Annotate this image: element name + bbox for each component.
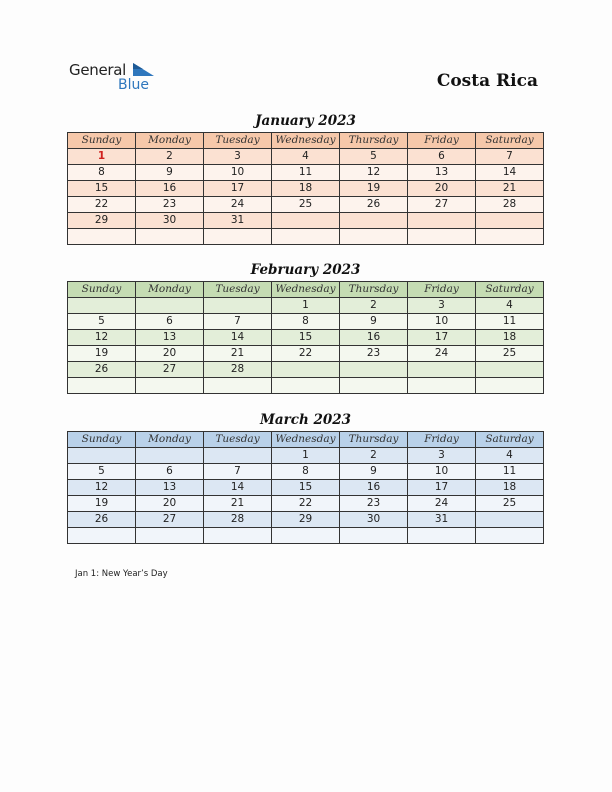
- day-cell: 23: [340, 496, 408, 512]
- day-cell: 24: [204, 197, 272, 213]
- day-cell: 22: [272, 346, 340, 362]
- day-cell: 27: [408, 197, 476, 213]
- week-row: [68, 149, 544, 165]
- empty-day-cell: [408, 528, 476, 544]
- weekday-header: Wednesday: [272, 282, 340, 298]
- week-row: [68, 229, 544, 245]
- week-row: [68, 197, 544, 213]
- empty-day-cell: [136, 378, 204, 394]
- week-row: [68, 314, 544, 330]
- day-cell: 25: [476, 346, 544, 362]
- day-cell: 20: [408, 181, 476, 197]
- day-cell: 31: [204, 213, 272, 229]
- day-cell: 13: [408, 165, 476, 181]
- empty-day-cell: [68, 229, 136, 245]
- logo-triangle-icon: [133, 63, 155, 77]
- holiday-note: Jan 1: New Year’s Day: [75, 569, 168, 579]
- empty-day-cell: [136, 229, 204, 245]
- weekday-header: Friday: [408, 133, 476, 149]
- week-row: [68, 528, 544, 544]
- empty-day-cell: [476, 378, 544, 394]
- day-cell: 22: [272, 496, 340, 512]
- calendar-table: [67, 132, 544, 245]
- day-cell: 19: [68, 496, 136, 512]
- day-cell: 21: [476, 181, 544, 197]
- day-cell: 3: [408, 448, 476, 464]
- week-row: [68, 362, 544, 378]
- day-cell: 10: [408, 464, 476, 480]
- day-cell: 29: [272, 512, 340, 528]
- day-cell: 16: [136, 181, 204, 197]
- day-cell: 24: [408, 346, 476, 362]
- day-cell: 30: [340, 512, 408, 528]
- weekday-header: Wednesday: [272, 432, 340, 448]
- weekday-header: Tuesday: [204, 282, 272, 298]
- empty-day-cell: [272, 362, 340, 378]
- empty-day-cell: [136, 298, 204, 314]
- day-cell: 10: [204, 165, 272, 181]
- day-cell: 26: [68, 512, 136, 528]
- day-cell: 8: [272, 314, 340, 330]
- empty-day-cell: [408, 229, 476, 245]
- day-cell: 4: [476, 448, 544, 464]
- empty-day-cell: [272, 378, 340, 394]
- day-cell: 14: [204, 330, 272, 346]
- weekday-header: Thursday: [340, 282, 408, 298]
- empty-day-cell: [476, 528, 544, 544]
- day-cell: 12: [68, 480, 136, 496]
- empty-day-cell: [68, 298, 136, 314]
- month-block-january: [67, 112, 544, 245]
- weekday-header: Sunday: [68, 133, 136, 149]
- day-cell: 12: [68, 330, 136, 346]
- country-title: Costa Rica: [436, 71, 538, 91]
- week-row: [68, 480, 544, 496]
- day-cell: 19: [340, 181, 408, 197]
- day-cell: 15: [272, 480, 340, 496]
- day-cell: 28: [204, 512, 272, 528]
- empty-day-cell: [340, 378, 408, 394]
- week-row: [68, 298, 544, 314]
- day-cell: 11: [476, 314, 544, 330]
- weekday-header-row: [68, 133, 544, 149]
- day-cell: 26: [340, 197, 408, 213]
- day-cell: 20: [136, 496, 204, 512]
- empty-day-cell: [340, 362, 408, 378]
- day-cell: 15: [272, 330, 340, 346]
- day-cell: 1: [272, 298, 340, 314]
- calendar-table: [67, 281, 544, 394]
- day-cell: 19: [68, 346, 136, 362]
- day-cell: 30: [136, 213, 204, 229]
- weekday-header-row: [68, 282, 544, 298]
- day-cell: 15: [68, 181, 136, 197]
- day-cell: 9: [340, 464, 408, 480]
- weekday-header: Saturday: [476, 282, 544, 298]
- empty-day-cell: [204, 448, 272, 464]
- month-title: March 2023: [259, 412, 352, 428]
- day-cell: 16: [340, 330, 408, 346]
- weekday-header: Sunday: [68, 282, 136, 298]
- weekday-header: Friday: [408, 282, 476, 298]
- day-cell: 28: [476, 197, 544, 213]
- day-cell: 21: [204, 496, 272, 512]
- day-cell: 5: [68, 314, 136, 330]
- day-cell: 23: [340, 346, 408, 362]
- empty-day-cell: [136, 448, 204, 464]
- empty-day-cell: [68, 448, 136, 464]
- weekday-header: Thursday: [340, 432, 408, 448]
- day-cell: 12: [340, 165, 408, 181]
- day-cell: 17: [408, 330, 476, 346]
- day-cell: 25: [272, 197, 340, 213]
- empty-day-cell: [204, 378, 272, 394]
- day-cell: 3: [408, 298, 476, 314]
- day-cell: 25: [476, 496, 544, 512]
- month-block-february: [67, 261, 544, 394]
- weekday-header: Monday: [136, 432, 204, 448]
- empty-day-cell: [272, 213, 340, 229]
- empty-day-cell: [408, 213, 476, 229]
- week-row: [68, 165, 544, 181]
- day-cell: 4: [272, 149, 340, 165]
- day-cell: 6: [408, 149, 476, 165]
- day-cell: 6: [136, 314, 204, 330]
- day-cell: 9: [340, 314, 408, 330]
- day-cell: 29: [68, 213, 136, 229]
- week-row: [68, 448, 544, 464]
- day-cell: 2: [340, 298, 408, 314]
- day-cell: 7: [476, 149, 544, 165]
- week-row: [68, 346, 544, 362]
- week-row: [68, 464, 544, 480]
- day-cell: 13: [136, 330, 204, 346]
- week-row: [68, 330, 544, 346]
- day-cell: 13: [136, 480, 204, 496]
- weekday-header: Saturday: [476, 432, 544, 448]
- empty-day-cell: [136, 528, 204, 544]
- day-cell: 17: [408, 480, 476, 496]
- empty-day-cell: [476, 229, 544, 245]
- day-cell: 11: [476, 464, 544, 480]
- weekday-header: Monday: [136, 282, 204, 298]
- empty-day-cell: [204, 528, 272, 544]
- empty-day-cell: [204, 298, 272, 314]
- day-cell: 8: [272, 464, 340, 480]
- empty-day-cell: [408, 378, 476, 394]
- empty-day-cell: [272, 528, 340, 544]
- week-row: [68, 181, 544, 197]
- day-cell: 7: [204, 464, 272, 480]
- week-row: [68, 512, 544, 528]
- weekday-header: Saturday: [476, 133, 544, 149]
- day-cell: 3: [204, 149, 272, 165]
- day-cell: 21: [204, 346, 272, 362]
- day-cell: 18: [476, 480, 544, 496]
- day-cell: 16: [340, 480, 408, 496]
- day-cell: 9: [136, 165, 204, 181]
- logo-text-blue: Blue: [118, 77, 149, 93]
- day-cell: 22: [68, 197, 136, 213]
- day-cell: 20: [136, 346, 204, 362]
- empty-day-cell: [340, 213, 408, 229]
- day-cell: 10: [408, 314, 476, 330]
- day-cell: 23: [136, 197, 204, 213]
- month-block-march: [67, 411, 544, 544]
- empty-day-cell: [68, 378, 136, 394]
- generalblue-logo: [69, 60, 159, 100]
- holiday-day-cell: 1: [68, 149, 136, 165]
- weekday-header: Thursday: [340, 133, 408, 149]
- empty-day-cell: [476, 362, 544, 378]
- weekday-header: Wednesday: [272, 133, 340, 149]
- day-cell: 7: [204, 314, 272, 330]
- weekday-header: Tuesday: [204, 133, 272, 149]
- day-cell: 17: [204, 181, 272, 197]
- empty-day-cell: [476, 213, 544, 229]
- logo-text-general: General: [69, 61, 127, 79]
- day-cell: 28: [204, 362, 272, 378]
- day-cell: 14: [476, 165, 544, 181]
- day-cell: 26: [68, 362, 136, 378]
- week-row: [68, 496, 544, 512]
- day-cell: 24: [408, 496, 476, 512]
- day-cell: 18: [272, 181, 340, 197]
- empty-day-cell: [272, 229, 340, 245]
- empty-day-cell: [476, 512, 544, 528]
- day-cell: 5: [68, 464, 136, 480]
- day-cell: 14: [204, 480, 272, 496]
- week-row: [68, 213, 544, 229]
- week-row: [68, 378, 544, 394]
- weekday-header: Sunday: [68, 432, 136, 448]
- empty-day-cell: [68, 528, 136, 544]
- calendar-table: [67, 431, 544, 544]
- empty-day-cell: [408, 362, 476, 378]
- day-cell: 18: [476, 330, 544, 346]
- weekday-header-row: [68, 432, 544, 448]
- empty-day-cell: [340, 229, 408, 245]
- day-cell: 27: [136, 512, 204, 528]
- day-cell: 6: [136, 464, 204, 480]
- weekday-header: Tuesday: [204, 432, 272, 448]
- day-cell: 2: [136, 149, 204, 165]
- day-cell: 4: [476, 298, 544, 314]
- day-cell: 1: [272, 448, 340, 464]
- empty-day-cell: [340, 528, 408, 544]
- day-cell: 27: [136, 362, 204, 378]
- month-title: January 2023: [255, 113, 356, 129]
- day-cell: 31: [408, 512, 476, 528]
- day-cell: 8: [68, 165, 136, 181]
- day-cell: 11: [272, 165, 340, 181]
- day-cell: 5: [340, 149, 408, 165]
- weekday-header: Friday: [408, 432, 476, 448]
- day-cell: 2: [340, 448, 408, 464]
- weekday-header: Monday: [136, 133, 204, 149]
- empty-day-cell: [204, 229, 272, 245]
- month-title: February 2023: [250, 262, 361, 278]
